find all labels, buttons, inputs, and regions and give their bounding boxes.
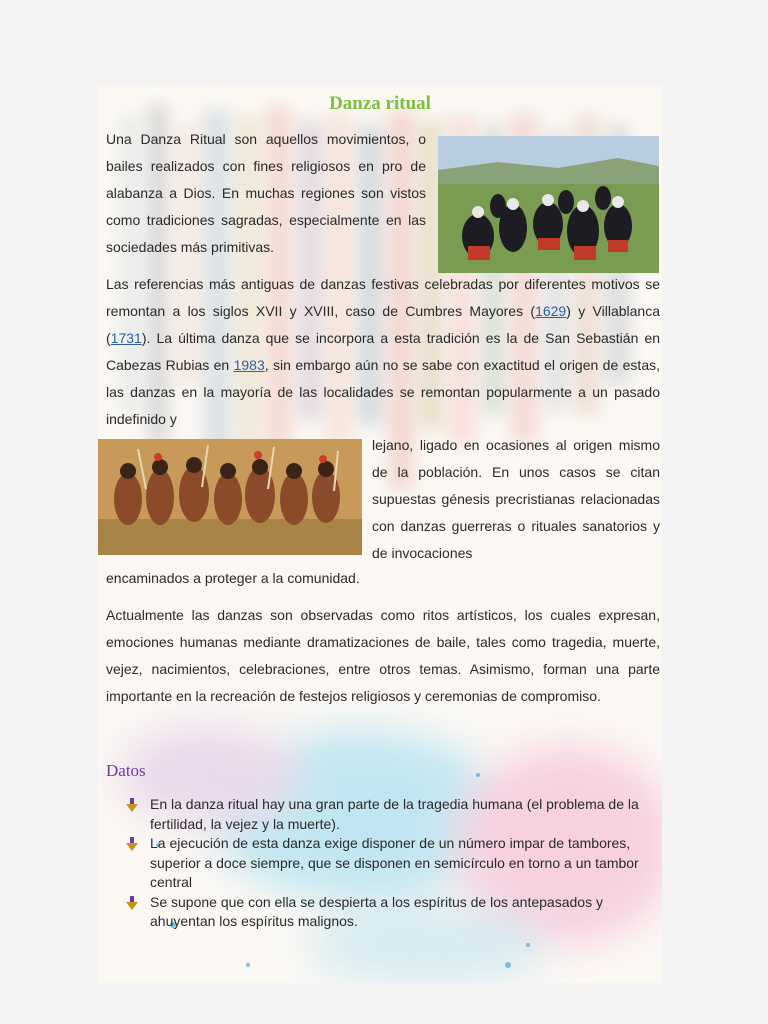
history-paragraph-continued: lejano, ligado en ocasiones al origen mismo de la población. En unos casos se citan supuestas génesis precristianas relacionadas con danzas guerreras o rituales sanatorios y de invocaciones (372, 437, 660, 561)
tribal-dance-painting (98, 439, 362, 555)
arrow-down-bullet-icon (126, 896, 138, 910)
datos-heading: Datos (106, 761, 146, 780)
history-paragraph: Las referencias más antiguas de danzas festivas celebradas por diferentes motivos se remontan a los siglos XVII y XVIII, caso de Cumbres Mayores (1629) y Villablanca (1731). La última danza que se incorpora a esta tradición es la de San Sebastián en Cabezas Rubias en 1983, sin embargo aún no se sabe con exactitud el origen de estas, las danzas en la mayoría de las localidades se remontan popularmente a un pasado indefinido y (106, 276, 661, 427)
link-1983[interactable]: 1983 (233, 357, 265, 373)
list-item: En la danza ritual hay una gran parte de la tragedia humana (el problema de la fertilidad, la vejez y la muerte). (126, 795, 646, 834)
link-1629[interactable]: 1629 (535, 303, 567, 319)
present-paragraph: Actualmente las danzas son observadas como ritos artísticos, los cuales expresan, emociones humanas mediante dramatizaciones de baile, tales como tragedia, muerte, vejez, nacimientos, celebraciones, entre otros temas. Asimismo, forman una parte importante en la recreación de festejos religiosos y ceremonias de compromiso. (106, 607, 660, 704)
arrow-down-bullet-icon (126, 837, 138, 851)
arrow-down-bullet-icon (126, 798, 138, 812)
list-item: La ejecución de esta danza exige disponer de un número impar de tambores, superior a doce siempre, que se disponen en semicírculo en torno a un tambor central (126, 834, 646, 893)
document-page (98, 85, 662, 983)
outdoor-dance-photo (438, 136, 659, 273)
history-paragraph-end: encaminados a proteger a la comunidad. (106, 570, 360, 586)
intro-paragraph: Una Danza Ritual son aquellos movimientos, o bailes realizados con fines religiosos en pro de alabanza a Dios. En muchas regiones son vistos como tradiciones sagradas, especialmente en las sociedades más primitivas. (106, 131, 426, 255)
page-title: Danza ritual (329, 93, 431, 114)
list-item: Se supone que con ella se despierta a los espíritus de los antepasados y ahuyentan los espíritus malignos. (126, 893, 646, 932)
link-1731[interactable]: 1731 (110, 330, 142, 346)
datos-list (126, 795, 646, 932)
